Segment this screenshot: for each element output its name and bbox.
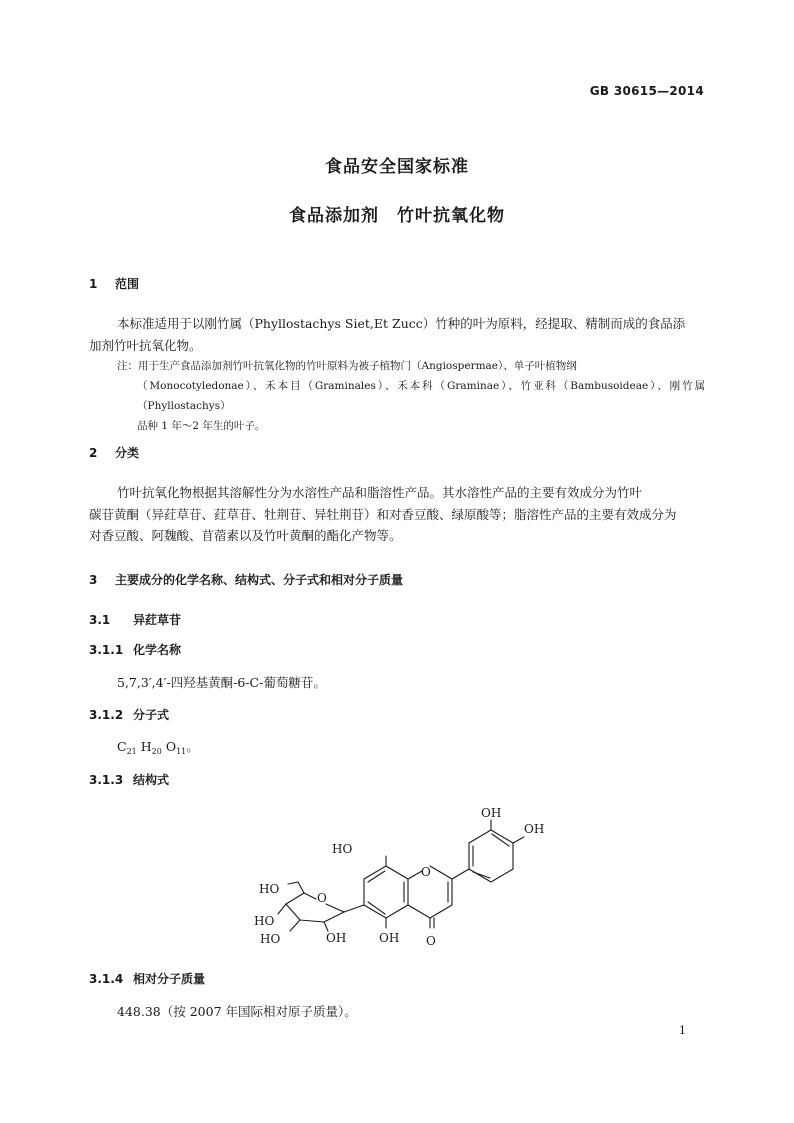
scope-paragraph xyxy=(89,313,705,356)
label-o-keto: O xyxy=(426,934,436,948)
mass-heading xyxy=(89,970,205,987)
section-classification-heading xyxy=(89,444,139,461)
section-title: 分子式 xyxy=(133,708,170,722)
section-title: 相对分子质量 xyxy=(133,972,206,986)
label-o-sugar: O xyxy=(317,891,327,905)
formula-count: 11 xyxy=(176,747,187,756)
molecular-formula xyxy=(117,737,199,756)
formula-heading xyxy=(89,706,169,723)
scope-note xyxy=(117,356,705,436)
label-oh-right: OH xyxy=(524,822,545,836)
formula-element: C xyxy=(117,739,127,754)
section-title: 化学名称 xyxy=(133,643,182,657)
section-number: 1 xyxy=(89,277,98,291)
mass-value: 448.38（按 2007 年国际相对原子质量）。 xyxy=(117,1004,357,1019)
section-number: 3.1.1 xyxy=(89,643,124,657)
label-oh-c2: OH xyxy=(326,931,347,945)
label-ho-a7: HO xyxy=(332,842,353,856)
chem-name-value: 5,7,3′,4′-四羟基黄酮-6-C-葡萄糖苷。 xyxy=(117,675,326,690)
formula-count: 20 xyxy=(151,747,162,756)
section-scope-heading xyxy=(89,275,139,292)
section-number: 3.1 xyxy=(89,613,111,627)
b-ring xyxy=(469,830,513,882)
formula-element: H xyxy=(140,739,152,754)
section-title: 范围 xyxy=(115,277,140,291)
paragraph-line: 竹叶抗氧化物根据其溶解性分为水溶性产品和脂溶性产品。其水溶性产品的主要有效成分为竹叶 xyxy=(117,485,643,500)
paragraph-line: 加剂竹叶抗氧化物。 xyxy=(89,337,202,353)
section-title: 结构式 xyxy=(133,773,170,787)
note-line: 品种 1 年～2 年生的叶子。 xyxy=(137,420,266,432)
label-ho-c4: HO xyxy=(254,914,275,928)
standard-code: GB 30615—2014 xyxy=(589,84,704,98)
section-title: 分类 xyxy=(115,446,140,460)
label-o-ring: O xyxy=(421,865,431,879)
section-title: 异荭草苷 xyxy=(133,613,182,627)
formula-suffix: 。 xyxy=(186,739,199,754)
sub-title: 食品添加剂 竹叶抗氧化物 xyxy=(289,206,505,226)
section-components-heading xyxy=(89,571,403,588)
section-number: 3.1.4 xyxy=(89,972,124,986)
a-ring xyxy=(364,866,408,918)
section-title: 主要成分的化学名称、结构式、分子式和相对分子质量 xyxy=(115,573,404,587)
chem-name-heading xyxy=(89,641,181,658)
section-number: 2 xyxy=(89,446,98,460)
label-ho-c3: HO xyxy=(260,932,281,946)
section-number: 3 xyxy=(89,573,98,587)
note-line: （Monocotyledonae）、禾本目（Graminales）、禾本科（Graminae）、竹亚科（Bambusoideae）、刚竹属（Phyllostachys） xyxy=(137,380,705,412)
formula-element: O xyxy=(165,739,177,754)
formula-count: 21 xyxy=(126,747,137,756)
structure-heading xyxy=(89,771,169,788)
paragraph-line: 对香豆酸、阿魏酸、苜蓿素以及竹叶黄酮的酯化产物等。 xyxy=(89,528,402,543)
page-number: 1 xyxy=(679,1024,686,1037)
subsection-isoorientin-heading xyxy=(89,611,181,628)
paragraph-line: 碳苷黄酮（异荭草苷、荭草苷、牡荆苷、异牡荆苷）和对香豆酸、绿原酸等；脂溶性产品的主要有效成分为 xyxy=(89,506,677,522)
paragraph-line: 本标准适用于以刚竹属（Phyllostachys Siet,Et Zucc）竹种的叶为原料，经提取、精制而成的食品添 xyxy=(117,316,686,331)
classification-paragraph xyxy=(89,482,705,547)
section-number: 3.1.3 xyxy=(89,773,124,787)
label-oh-top: OH xyxy=(481,806,502,820)
structural-formula xyxy=(240,798,560,958)
label-ho-ch2: HO xyxy=(259,882,280,896)
main-title: 食品安全国家标准 xyxy=(325,157,469,177)
section-number: 3.1.2 xyxy=(89,708,124,722)
label-oh-a5: OH xyxy=(379,931,400,945)
note-line: 注：用于生产食品添加剂竹叶抗氧化物的竹叶原料为被子植物门（Angiospermae）、单子叶植物纲 xyxy=(117,360,577,372)
